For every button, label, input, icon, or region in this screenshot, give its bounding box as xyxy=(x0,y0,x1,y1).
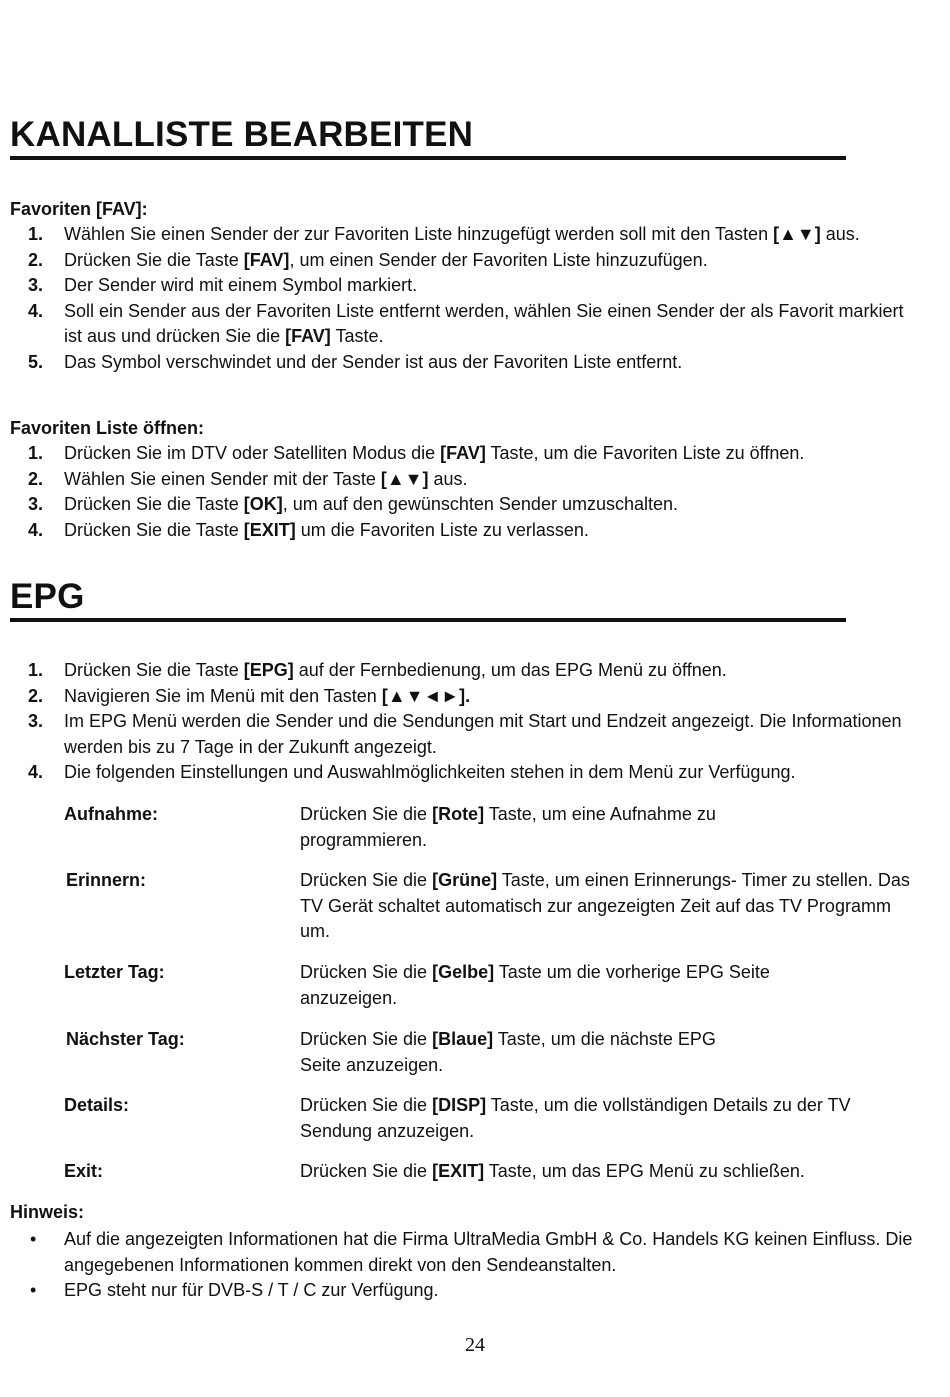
text-segment: Taste, um das EPG Menü zu schließen. xyxy=(484,1161,805,1181)
text-segment: Drücken Sie die xyxy=(300,1029,433,1049)
step-number: 3. xyxy=(28,275,44,295)
key-label: [▲▼◄►]. xyxy=(381,685,471,706)
text-segment: Taste um die vorherige EPG Seite xyxy=(494,962,770,982)
list-item xyxy=(10,492,920,518)
list-item xyxy=(10,441,920,467)
list-item xyxy=(10,1227,920,1278)
text-segment: Navigieren Sie im Menü mit den Tasten xyxy=(64,685,382,706)
text-segment: anzuzeigen. xyxy=(300,987,398,1008)
key-label: [OK] xyxy=(243,494,283,514)
key-label: [FAV] xyxy=(243,249,290,270)
text-segment: Taste, um die nächste EPG xyxy=(493,1029,716,1049)
text-segment: Der Sender wird mit einem Symbol markiert. xyxy=(64,275,418,295)
text-segment: aus. xyxy=(428,468,468,489)
step-number: 5. xyxy=(28,351,44,372)
section-title-kanalliste: KANALLISTE BEARBEITEN xyxy=(10,116,846,160)
epg-option-description xyxy=(300,1159,920,1185)
text-segment: Drücken Sie die Taste xyxy=(64,519,244,540)
text-segment: Taste, um die vollständigen Details zu der TV Sendung anzuzeigen. xyxy=(300,1095,851,1141)
text-segment: Im EPG Menü werden die Sender und die Sendungen mit Start und Endzeit angezeigt. Die Informationen werden bis zu 7 Tage in der Zukunft angezeigt. xyxy=(64,711,902,757)
text-segment: aus. xyxy=(820,224,860,244)
text-segment: Drücken Sie die Taste xyxy=(64,660,244,680)
list-item xyxy=(10,350,920,376)
list-item xyxy=(10,248,920,274)
text-segment: um die Favoriten Liste zu verlassen. xyxy=(295,519,589,540)
text-segment: Drücken Sie die Taste xyxy=(64,494,244,514)
key-label: [Rote] xyxy=(432,804,485,824)
text-segment: Das Symbol verschwindet und der Sender ist aus der Favoriten Liste entfernt. xyxy=(64,351,683,372)
note-text: EPG steht nur für DVB-S / T / C zur Verfügung. xyxy=(64,1280,439,1300)
step-number: 1. xyxy=(28,443,44,463)
key-label: [DISP] xyxy=(432,1095,487,1115)
epg-option-term: Erinnern: xyxy=(66,870,147,890)
text-segment: Drücken Sie die xyxy=(300,804,433,824)
epg-option-term: Details: xyxy=(64,1095,130,1115)
text-segment: Drücken Sie die xyxy=(300,1161,433,1181)
text-segment: Die folgenden Einstellungen und Auswahlmöglichkeiten stehen in dem Menü zur Verfügung. xyxy=(64,762,796,782)
bullet-icon: • xyxy=(30,1280,37,1300)
epg-option-description xyxy=(300,960,920,1011)
step-number: 3. xyxy=(28,494,44,514)
text-segment: Drücken Sie die Taste xyxy=(64,249,244,270)
text-segment: Taste, um die Favoriten Liste zu öffnen. xyxy=(485,443,805,463)
key-label: [Blaue] xyxy=(432,1029,494,1049)
list-item xyxy=(10,273,920,299)
key-label: [EXIT] xyxy=(432,1161,485,1181)
favoriten-open-steps-list xyxy=(10,441,920,543)
text-segment: Seite anzuzeigen. xyxy=(300,1054,444,1075)
list-item xyxy=(10,709,920,760)
key-label: [Gelbe] xyxy=(432,962,495,982)
epg-option-term: Exit: xyxy=(64,1161,104,1181)
note-text: Auf die angezeigten Informationen hat die Firma UltraMedia GmbH & Co. Handels KG keinen Einfluss. Die angegebenen Informationen kommen direkt von den Sendeanstalten. xyxy=(64,1229,913,1275)
hinweis-list xyxy=(10,1227,920,1304)
text-segment: Taste, um eine Aufnahme zu xyxy=(484,804,716,824)
step-number: 3. xyxy=(28,711,44,731)
subheading-favoriten: Favoriten [FAV]: xyxy=(10,199,148,219)
list-item xyxy=(10,222,920,248)
step-number: 1. xyxy=(28,660,44,680)
list-item xyxy=(10,518,920,544)
step-number: 1. xyxy=(28,224,44,244)
page-number: 24 xyxy=(465,1334,485,1356)
list-item xyxy=(10,658,920,684)
epg-option-term: Letzter Tag: xyxy=(64,962,165,982)
text-segment: Drücken Sie die xyxy=(300,870,433,890)
list-item xyxy=(10,684,920,710)
step-number: 4. xyxy=(28,762,44,782)
key-label: [▲▼] xyxy=(380,468,429,489)
text-segment: Drücken Sie die xyxy=(300,962,433,982)
list-item xyxy=(10,467,920,493)
step-number: 4. xyxy=(28,519,44,540)
key-label: [Grüne] xyxy=(432,870,498,890)
text-segment: Drücken Sie die xyxy=(300,1095,433,1115)
text-segment: Wählen Sie einen Sender der zur Favoriten Liste hinzugefügt werden soll mit den Tasten xyxy=(64,224,774,244)
favoriten-steps-list xyxy=(10,222,920,375)
list-item xyxy=(10,1278,920,1304)
text-segment: Taste, um einen Erinnerungs- Timer zu stellen. Das TV Gerät schaltet automatisch zur angezeigten Zeit auf das TV Programm um. xyxy=(300,870,910,941)
list-item xyxy=(10,760,920,786)
step-number: 2. xyxy=(28,468,44,489)
epg-option-term: Aufnahme: xyxy=(64,804,158,824)
epg-option-description xyxy=(300,868,920,945)
step-number: 2. xyxy=(28,685,44,706)
epg-option-description xyxy=(300,1027,920,1078)
text-segment: Soll ein Sender aus der Favoriten Liste entfernt werden, wählen Sie einen Sender der als Favorit markiert ist aus und drücken Sie die xyxy=(64,300,904,346)
key-label: [EXIT] xyxy=(243,519,296,540)
epg-option-description xyxy=(300,1093,920,1144)
key-label: [FAV] xyxy=(285,326,331,346)
text-segment: , um auf den gewünschten Sender umzuschalten. xyxy=(282,494,679,514)
epg-steps-list xyxy=(10,658,920,786)
text-segment: , um einen Sender der Favoriten Liste hinzuzufügen. xyxy=(289,249,708,270)
step-number: 2. xyxy=(28,249,44,270)
key-label: [FAV] xyxy=(440,443,486,463)
key-label: [▲▼] xyxy=(773,224,821,244)
step-number: 4. xyxy=(28,300,44,321)
epg-option-term: Nächster Tag: xyxy=(66,1029,185,1049)
text-segment: auf der Fernbedienung, um das EPG Menü zu öffnen. xyxy=(293,660,727,680)
subheading-hinweis: Hinweis: xyxy=(10,1202,85,1222)
text-segment: programmieren. xyxy=(300,829,428,850)
subheading-favoriten-liste-oeffnen: Favoriten Liste öffnen: xyxy=(10,418,205,438)
text-segment: Drücken Sie im DTV oder Satelliten Modus die xyxy=(64,443,441,463)
text-segment: Wählen Sie einen Sender mit der Taste xyxy=(64,468,381,489)
bullet-icon: • xyxy=(30,1229,37,1249)
epg-option-description xyxy=(300,802,920,853)
key-label: [EPG] xyxy=(243,660,294,680)
section-title-epg: EPG xyxy=(10,578,846,622)
list-item xyxy=(10,299,920,350)
text-segment: Taste. xyxy=(330,326,384,346)
